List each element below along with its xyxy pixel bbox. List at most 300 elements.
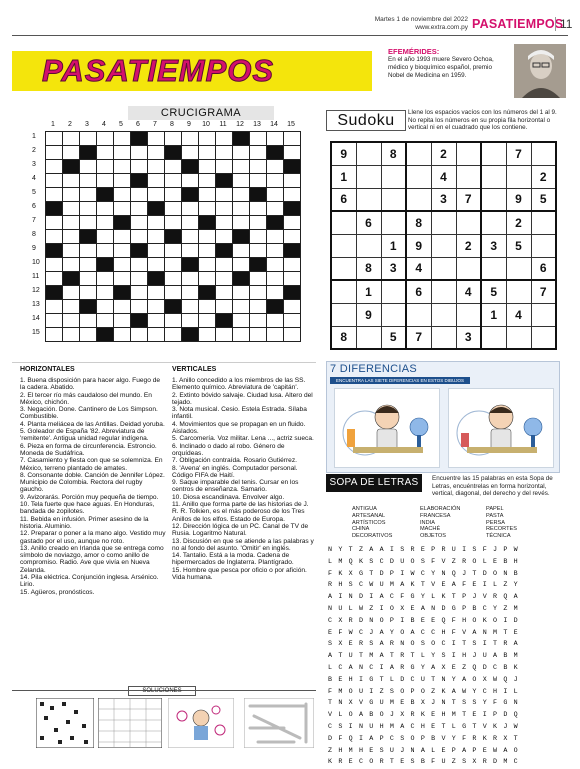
sudoku-cell[interactable] (431, 211, 456, 234)
crossword-cell (267, 146, 284, 160)
crossword-cell[interactable] (114, 258, 131, 272)
word-search-grid[interactable] (328, 545, 524, 769)
crossword-cell[interactable] (233, 286, 250, 300)
crossword-cell[interactable] (63, 202, 80, 216)
crossword-cell[interactable] (267, 314, 284, 328)
crossword-cell[interactable] (165, 314, 182, 328)
crossword-cell[interactable] (216, 132, 233, 146)
crossword-cell[interactable] (148, 132, 165, 146)
crossword-cell[interactable] (148, 244, 165, 258)
crossword-cell[interactable] (97, 202, 114, 216)
crossword-cell[interactable] (267, 286, 284, 300)
sudoku-cell: 7 (406, 326, 431, 349)
crossword-cell[interactable] (250, 216, 267, 230)
row-number: 9 (32, 245, 36, 252)
crossword-cell[interactable] (63, 174, 80, 188)
clue-item: 3. Nota musical. Cesio. Estela Estrada. Sílaba infantil. (172, 406, 307, 421)
sudoku-cell: 3 (481, 234, 506, 257)
crossword-cell[interactable] (267, 160, 284, 174)
crossword-cell[interactable] (250, 146, 267, 160)
crossword-cell (46, 244, 63, 258)
crossword-cell[interactable] (165, 258, 182, 272)
sudoku-cell[interactable] (531, 234, 556, 257)
crossword-cell[interactable] (148, 314, 165, 328)
column-number: 1 (51, 121, 55, 128)
sopa-row: FKXGTDPIWCYNQJTDONB (328, 569, 524, 578)
crossword-cell[interactable] (148, 286, 165, 300)
crossword-cell[interactable] (216, 216, 233, 230)
crossword-cell[interactable] (46, 314, 63, 328)
crossword-cell (216, 174, 233, 188)
crossword-cell[interactable] (267, 202, 284, 216)
crossword-cell[interactable] (165, 216, 182, 230)
sudoku-cell[interactable] (456, 142, 481, 165)
sudoku-cell: 7 (506, 142, 531, 165)
crossword-cell[interactable] (131, 146, 148, 160)
crossword-cell[interactable] (250, 202, 267, 216)
crossword-cell[interactable] (182, 286, 199, 300)
sudoku-cell[interactable] (531, 211, 556, 234)
crossword-cell[interactable] (216, 258, 233, 272)
sudoku-cell[interactable] (481, 142, 506, 165)
clue-item: 11. Anillo que forma parte de las historias de J. R. R. Tolkien, es el más poderoso de los Tres Anillos de los elfos. Estado de Europa. (172, 501, 309, 523)
crossword-cell[interactable] (216, 328, 233, 342)
sudoku-cell[interactable] (531, 326, 556, 349)
crossword-cell (182, 328, 199, 342)
crossword-cell[interactable] (80, 174, 97, 188)
crossword-cell[interactable] (114, 188, 131, 202)
crossword-cell[interactable] (284, 328, 301, 342)
crossword-cell[interactable] (165, 174, 182, 188)
crossword-cell[interactable] (148, 328, 165, 342)
clue-item: 8. 'Avena' en inglés. Computador personal. Código FIFA de Haití. (172, 464, 298, 479)
crossword-cell[interactable] (114, 272, 131, 286)
crossword-cell[interactable] (80, 272, 97, 286)
sudoku-cell: 6 (356, 211, 381, 234)
crossword-cell[interactable] (199, 272, 216, 286)
sudoku-cell[interactable] (431, 326, 456, 349)
crossword-cell[interactable] (199, 230, 216, 244)
crossword-cell[interactable] (63, 146, 80, 160)
crossword-cell[interactable] (97, 160, 114, 174)
sudoku-cell[interactable] (356, 234, 381, 257)
crossword-cell[interactable] (233, 258, 250, 272)
crossword-cell (131, 244, 148, 258)
crossword-cell[interactable] (199, 244, 216, 258)
crossword-cell[interactable] (131, 258, 148, 272)
crossword-cell[interactable] (80, 216, 97, 230)
crossword-cell[interactable] (250, 244, 267, 258)
crossword-cell[interactable] (250, 160, 267, 174)
crossword-cell[interactable] (80, 202, 97, 216)
sudoku-cell[interactable] (331, 211, 356, 234)
crossword-cell[interactable] (284, 300, 301, 314)
crossword-cell[interactable] (250, 132, 267, 146)
crossword-cell[interactable] (63, 230, 80, 244)
crossword-cell[interactable] (199, 132, 216, 146)
crossword-cell[interactable] (46, 258, 63, 272)
crossword-cell[interactable] (250, 314, 267, 328)
sudoku-cell[interactable] (331, 257, 356, 280)
row-number: 1 (32, 133, 36, 140)
crossword-cell[interactable] (216, 286, 233, 300)
crossword-cell[interactable] (114, 230, 131, 244)
clue-item: 12. Preparar o poner a la mano algo. Vestido muy gastado por el uso, aunque no roto. (20, 530, 166, 545)
crossword-cell[interactable] (46, 328, 63, 342)
crossword-cell[interactable] (182, 174, 199, 188)
crossword-cell[interactable] (131, 328, 148, 342)
sudoku-cell[interactable] (506, 165, 531, 188)
crossword-cell[interactable] (63, 314, 80, 328)
crossword-cell[interactable] (148, 146, 165, 160)
crossword-cell[interactable] (80, 314, 97, 328)
crossword-cell[interactable] (250, 286, 267, 300)
crossword-cell[interactable] (46, 216, 63, 230)
row-number: 2 (32, 147, 36, 154)
sudoku-cell[interactable] (406, 165, 431, 188)
crossword-cell[interactable] (131, 230, 148, 244)
crossword-cell[interactable] (182, 230, 199, 244)
crossword-cell (199, 286, 216, 300)
header-date: Martes 1 de noviembre del 2022 www.extra.com.py (374, 16, 468, 31)
sudoku-cell[interactable] (431, 257, 456, 280)
crossword-cell[interactable] (233, 244, 250, 258)
crossword-cell[interactable] (114, 202, 131, 216)
diferencias-image-right[interactable] (448, 388, 554, 468)
crossword-cell[interactable] (182, 272, 199, 286)
crossword-cell[interactable] (165, 132, 182, 146)
crossword-cell[interactable] (97, 216, 114, 230)
crossword-cell[interactable] (284, 258, 301, 272)
sudoku-cell: 1 (381, 234, 406, 257)
sopa-word-column (420, 506, 460, 540)
crossword-cell[interactable] (63, 244, 80, 258)
sudoku-cell: 8 (406, 211, 431, 234)
crossword-cell[interactable] (165, 160, 182, 174)
crossword-cell[interactable] (114, 132, 131, 146)
crossword-cell[interactable] (165, 188, 182, 202)
sopa-word: ELABORACIÓN (420, 506, 461, 512)
sudoku-cell[interactable] (531, 142, 556, 165)
crossword-cell[interactable] (46, 146, 63, 160)
crossword-cell[interactable] (182, 132, 199, 146)
crossword-cell[interactable] (216, 300, 233, 314)
crossword-cell[interactable] (199, 328, 216, 342)
page-number: 11 (555, 17, 572, 31)
crossword-cell[interactable] (131, 216, 148, 230)
sopa-row: CSINUHMACHETLGTVKJW (328, 722, 524, 731)
sudoku-cell: 5 (506, 234, 531, 257)
crossword-cell[interactable] (63, 132, 80, 146)
crossword-cell[interactable] (114, 174, 131, 188)
crossword-cell[interactable] (80, 286, 97, 300)
crossword-cell (182, 160, 199, 174)
sudoku-cell[interactable] (481, 165, 506, 188)
clue-item: 2. El tercer río más caudaloso del mundo. En México, chichón. (20, 391, 152, 406)
crossword-cell[interactable] (46, 160, 63, 174)
crossword-cell[interactable] (114, 146, 131, 160)
crossword-cell[interactable] (182, 202, 199, 216)
crossword-cell[interactable] (80, 188, 97, 202)
sudoku-cell[interactable] (356, 165, 381, 188)
sudoku-cell[interactable] (406, 188, 431, 211)
crossword-cell[interactable] (63, 216, 80, 230)
crossword-cell[interactable] (233, 216, 250, 230)
sudoku-cell[interactable] (456, 211, 481, 234)
crossword-cell[interactable] (233, 314, 250, 328)
crossword-cell[interactable] (267, 132, 284, 146)
sudoku-cell[interactable] (331, 303, 356, 326)
crossword-cell[interactable] (131, 272, 148, 286)
crossword-cell[interactable] (284, 272, 301, 286)
clue-item: 8. Consonante doble. Canción de Jennifer López. Municipio de Colombia. Rectora del rugby gaucho. (20, 471, 165, 494)
sudoku-cell: 5 (481, 280, 506, 303)
crossword-cell[interactable] (97, 314, 114, 328)
crossword-cell[interactable] (182, 146, 199, 160)
crossword-cell[interactable] (148, 160, 165, 174)
sudoku-cell[interactable] (431, 303, 456, 326)
crossword-cell[interactable] (148, 216, 165, 230)
sopa-row: BEHIGTLDCUTNYAOXWQJ (328, 675, 524, 684)
crossword-cell[interactable] (199, 258, 216, 272)
diferencias-image-left[interactable] (334, 388, 440, 468)
crossword-cell[interactable] (80, 160, 97, 174)
crossword-cell[interactable] (97, 286, 114, 300)
crossword-cell[interactable] (80, 244, 97, 258)
crossword-cell[interactable] (165, 328, 182, 342)
crossword-cell[interactable] (199, 174, 216, 188)
crossword-cell[interactable] (97, 146, 114, 160)
sudoku-cell: 4 (431, 165, 456, 188)
sudoku-cell[interactable] (456, 303, 481, 326)
crossword-cell[interactable] (165, 272, 182, 286)
crossword-cell[interactable] (233, 188, 250, 202)
sudoku-cell[interactable] (506, 257, 531, 280)
sudoku-cell[interactable] (356, 142, 381, 165)
crossword-cell[interactable] (199, 314, 216, 328)
crossword-cell[interactable] (97, 272, 114, 286)
crossword-cell[interactable] (233, 328, 250, 342)
sopa-word: DECORATIVOS (352, 533, 393, 540)
column-number: 3 (85, 121, 89, 128)
crossword-cell (131, 174, 148, 188)
sudoku-grid[interactable] (330, 141, 557, 350)
crossword-cell[interactable] (114, 160, 131, 174)
crossword-cell[interactable] (114, 244, 131, 258)
crossword-cell[interactable] (131, 286, 148, 300)
crossword-cell[interactable] (199, 160, 216, 174)
crossword-cell[interactable] (216, 146, 233, 160)
crossword-cell[interactable] (148, 188, 165, 202)
verticales-heading: VERTICALES (172, 366, 217, 373)
crossword-cell[interactable] (267, 272, 284, 286)
crossword-cell[interactable] (199, 300, 216, 314)
crossword-cell (284, 160, 301, 174)
crossword-cell[interactable] (165, 202, 182, 216)
crossword-cell[interactable] (284, 146, 301, 160)
crossword-cell[interactable] (63, 286, 80, 300)
crossword-cell[interactable] (250, 230, 267, 244)
crossword-cell[interactable] (199, 202, 216, 216)
crossword-cell[interactable] (284, 230, 301, 244)
sudoku-cell[interactable] (456, 257, 481, 280)
crossword-cell[interactable] (63, 328, 80, 342)
crossword-cell[interactable] (267, 188, 284, 202)
sudoku-cell[interactable] (331, 280, 356, 303)
crossword-cell[interactable] (233, 146, 250, 160)
row-number: 4 (32, 175, 36, 182)
crossword-cell[interactable] (97, 132, 114, 146)
sudoku-cell[interactable] (531, 303, 556, 326)
crossword-cell[interactable] (97, 300, 114, 314)
sudoku-cell[interactable] (506, 280, 531, 303)
sudoku-cell[interactable] (381, 165, 406, 188)
crossword-cell[interactable] (284, 314, 301, 328)
crossword-cell[interactable] (216, 160, 233, 174)
clue-item: 5. Carcomería. Voz militar. Lena ..., actriz sueca. (172, 435, 314, 443)
crossword-cell[interactable] (46, 230, 63, 244)
sopa-word: ARTÍSTICOS (352, 519, 386, 526)
sudoku-cell: 8 (381, 142, 406, 165)
crossword-cell[interactable] (233, 160, 250, 174)
crossword-cell[interactable] (216, 230, 233, 244)
crossword-cell[interactable] (80, 132, 97, 146)
horizontales-list (20, 377, 166, 596)
crossword-cell[interactable] (267, 244, 284, 258)
crossword-cell[interactable] (148, 300, 165, 314)
crossword-cell[interactable] (250, 174, 267, 188)
sudoku-cell[interactable] (506, 326, 531, 349)
crossword-cell[interactable] (148, 230, 165, 244)
sudoku-cell: 2 (531, 165, 556, 188)
clue-item: 15. Hombre que pesca por oficio o por afición. Vida humana. (172, 566, 307, 582)
column-number: 9 (187, 121, 191, 128)
crossword-cell[interactable] (233, 202, 250, 216)
crossword-cell[interactable] (114, 314, 131, 328)
crossword-cell[interactable] (46, 132, 63, 146)
clue-item: 15. Agüeros, pronósticos. (20, 588, 95, 596)
sudoku-cell[interactable] (381, 211, 406, 234)
crossword-cell[interactable] (114, 300, 131, 314)
sudoku-cell[interactable] (356, 188, 381, 211)
crossword-cell[interactable] (63, 258, 80, 272)
crossword-cell (216, 314, 233, 328)
sudoku-cell: 3 (456, 326, 481, 349)
clue-item: 13. Anillo creado en Irlanda que se entrega como símbolo de noviazgo, amor o como anillo de compromiso. Radio. Ave que vivía en Nueva Zelanda. (20, 544, 164, 574)
crossword-cell[interactable] (148, 174, 165, 188)
sopa-word: PERSA (486, 519, 505, 526)
crossword-cell[interactable] (165, 286, 182, 300)
crossword-cell[interactable] (267, 174, 284, 188)
sudoku-cell[interactable] (381, 303, 406, 326)
sudoku-cell: 6 (406, 280, 431, 303)
crossword-cell[interactable] (182, 314, 199, 328)
crossword-cell (233, 230, 250, 244)
diferencias-solution-thumbnail (168, 698, 234, 748)
diferencias-subtitle: ENCUENTRA LAS SIETE DIFERENCIAS EN ESTOS DIBUJOS (330, 377, 470, 384)
sudoku-cell[interactable] (481, 211, 506, 234)
crossword-cell[interactable] (131, 160, 148, 174)
crossword-cell[interactable] (216, 272, 233, 286)
crossword-cell[interactable] (284, 132, 301, 146)
crossword-cell[interactable] (267, 328, 284, 342)
banner-title: PASATIEMPOS (42, 53, 275, 88)
sudoku-cell[interactable] (431, 280, 456, 303)
crossword-cell[interactable] (182, 244, 199, 258)
sudoku-cell[interactable] (481, 188, 506, 211)
crossword-cell[interactable] (46, 188, 63, 202)
sudoku-cell[interactable] (331, 234, 356, 257)
crossword-cell[interactable] (199, 188, 216, 202)
crossword-cell[interactable] (233, 300, 250, 314)
crossword-cell[interactable] (46, 300, 63, 314)
sudoku-cell[interactable] (456, 165, 481, 188)
crossword-cell[interactable] (63, 188, 80, 202)
crossword-cell[interactable] (46, 272, 63, 286)
crossword-cell[interactable] (97, 244, 114, 258)
sudoku-cell[interactable] (356, 326, 381, 349)
crossword-cell[interactable] (182, 300, 199, 314)
crossword-cell[interactable] (216, 202, 233, 216)
crossword-cell[interactable] (63, 300, 80, 314)
sudoku-cell[interactable] (481, 257, 506, 280)
sudoku-cell[interactable] (481, 326, 506, 349)
crossword-cell[interactable] (80, 328, 97, 342)
portrait-photo (514, 44, 566, 98)
crossword-cell[interactable] (148, 258, 165, 272)
sudoku-cell[interactable] (431, 234, 456, 257)
crossword-cell[interactable] (80, 258, 97, 272)
sudoku-cell[interactable] (381, 280, 406, 303)
crossword-cell[interactable] (250, 300, 267, 314)
crossword-cell[interactable] (284, 174, 301, 188)
crossword-cell[interactable] (250, 328, 267, 342)
clue-item: 1. Buena disposición para hacer algo. Fuego de la cadera. Abatido. (20, 377, 161, 392)
crossword-cell (284, 286, 301, 300)
crossword-cell[interactable] (46, 174, 63, 188)
crossword-grid[interactable] (45, 131, 301, 342)
crossword-cell[interactable] (233, 174, 250, 188)
crossword-cell[interactable] (131, 188, 148, 202)
crossword-cell[interactable] (165, 244, 182, 258)
row-number: 11 (32, 273, 40, 280)
sudoku-cell: 1 (331, 165, 356, 188)
crossword-cell[interactable] (250, 272, 267, 286)
crossword-cell[interactable] (267, 230, 284, 244)
crossword-cell (80, 300, 97, 314)
crossword-cell[interactable] (97, 174, 114, 188)
crossword-cell[interactable] (216, 188, 233, 202)
column-number: 7 (153, 121, 157, 128)
crossword-cell[interactable] (114, 328, 131, 342)
sudoku-cell[interactable] (381, 188, 406, 211)
crossword-cell[interactable] (131, 202, 148, 216)
crossword-cell (97, 328, 114, 342)
crossword-cell[interactable] (284, 188, 301, 202)
crossword-cell[interactable] (131, 300, 148, 314)
sopa-word-column (486, 506, 517, 540)
crossword-cell[interactable] (97, 230, 114, 244)
crossword-cell[interactable] (199, 146, 216, 160)
efemerides-title: EFEMÉRIDES: (388, 47, 440, 56)
column-number: 10 (202, 121, 210, 128)
crossword-cell (63, 160, 80, 174)
crossword-cell[interactable] (267, 258, 284, 272)
crossword-cell[interactable] (284, 216, 301, 230)
crossword-cell[interactable] (182, 216, 199, 230)
sudoku-cell[interactable] (406, 303, 431, 326)
sudoku-cell[interactable] (406, 142, 431, 165)
